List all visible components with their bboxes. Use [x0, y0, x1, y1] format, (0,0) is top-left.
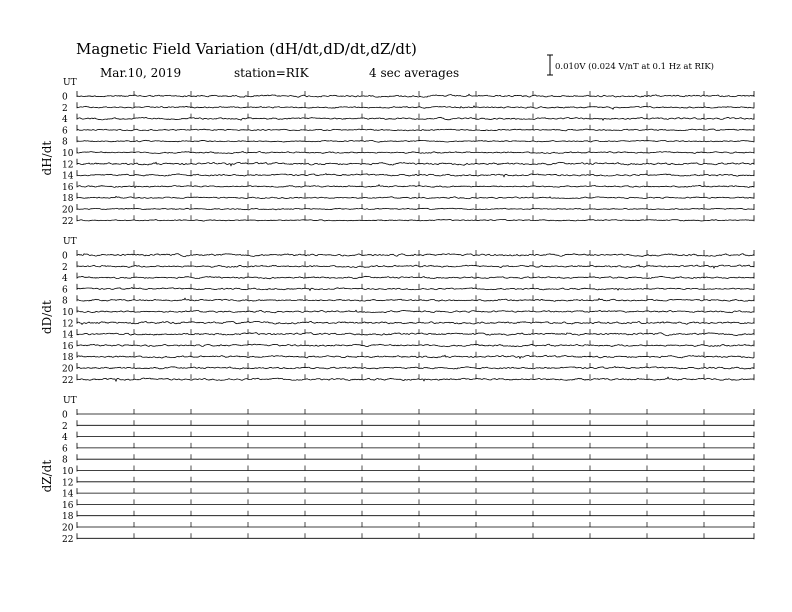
trace-line — [77, 174, 754, 177]
trace-line — [77, 355, 754, 358]
hour-label: 12 — [62, 319, 74, 330]
hour-label: 0 — [62, 251, 68, 262]
hour-label: 16 — [62, 182, 74, 193]
trace-line — [77, 151, 754, 153]
hour-label: 12 — [62, 160, 74, 171]
panels — [40, 78, 754, 545]
hour-label: 4 — [62, 274, 68, 285]
hour-label: 18 — [62, 353, 74, 364]
trace-line — [77, 377, 754, 381]
chart-title: Magnetic Field Variation (dH/dt,dD/dt,dZ/dt) — [76, 40, 417, 58]
hour-label: 10 — [62, 149, 74, 159]
trace-line — [77, 94, 754, 97]
panel-ut-label: UT — [63, 237, 77, 247]
hour-label: 4 — [62, 433, 68, 444]
hour-label: 4 — [62, 115, 68, 126]
hour-label: 10 — [62, 308, 74, 318]
hour-label: 18 — [62, 194, 74, 205]
trace-line — [77, 333, 754, 336]
trace-line — [77, 288, 754, 291]
hour-label: 12 — [62, 478, 74, 489]
trace-line — [77, 254, 754, 257]
panel-ylabel: dZ/dt — [40, 459, 54, 493]
hour-label: 2 — [62, 103, 68, 114]
hour-label: 8 — [62, 455, 68, 466]
hour-label: 6 — [62, 126, 68, 137]
hour-label: 2 — [62, 421, 68, 432]
trace-line — [77, 265, 754, 268]
panel-ylabel: dD/dt — [40, 300, 54, 335]
trace-line — [77, 321, 754, 324]
hour-label: 14 — [62, 171, 74, 182]
hour-label: 16 — [62, 341, 74, 352]
panel-dzdt — [40, 396, 754, 545]
hour-label: 22 — [62, 534, 74, 545]
panel-dddt — [40, 237, 754, 386]
hour-label: 0 — [62, 410, 68, 421]
trace-line — [77, 310, 754, 312]
hour-label: 0 — [62, 92, 68, 103]
trace-line — [77, 106, 754, 109]
averaging-label: 4 sec averages — [369, 66, 460, 80]
hour-label: 2 — [62, 262, 68, 273]
trace-line — [77, 298, 754, 301]
hour-label: 20 — [62, 523, 74, 534]
trace-line — [77, 129, 754, 131]
scale-bar — [547, 55, 714, 75]
trace-line — [77, 140, 754, 142]
date-label: Mar.10, 2019 — [100, 66, 182, 80]
hour-label: 22 — [62, 375, 74, 386]
panel-ut-label: UT — [63, 78, 77, 88]
hour-label: 14 — [62, 489, 74, 500]
hour-label: 16 — [62, 500, 74, 511]
trace-line — [77, 162, 754, 165]
hour-label: 20 — [62, 364, 74, 375]
hour-label: 18 — [62, 512, 74, 523]
hour-label: 20 — [62, 205, 74, 216]
trace-line — [77, 117, 754, 120]
panel-ut-label: UT — [63, 396, 77, 406]
station-label: station=RIK — [234, 66, 309, 80]
hour-label: 8 — [62, 137, 68, 148]
trace-line — [77, 196, 754, 198]
trace-line — [77, 208, 754, 210]
hour-label: 22 — [62, 216, 74, 227]
hour-label: 6 — [62, 444, 68, 455]
panel-ylabel: dH/dt — [40, 140, 54, 176]
scale-label: 0.010V (0.024 V/nT at 0.1 Hz at RIK) — [555, 62, 714, 72]
hour-label: 14 — [62, 330, 74, 341]
hour-label: 6 — [62, 285, 68, 296]
hour-label: 8 — [62, 296, 68, 307]
trace-line — [77, 185, 754, 188]
trace-line — [77, 276, 754, 278]
trace-line — [77, 219, 754, 221]
panel-dhdt — [40, 78, 754, 227]
hour-label: 10 — [62, 467, 74, 477]
trace-line — [77, 367, 754, 370]
trace-line — [77, 344, 754, 347]
